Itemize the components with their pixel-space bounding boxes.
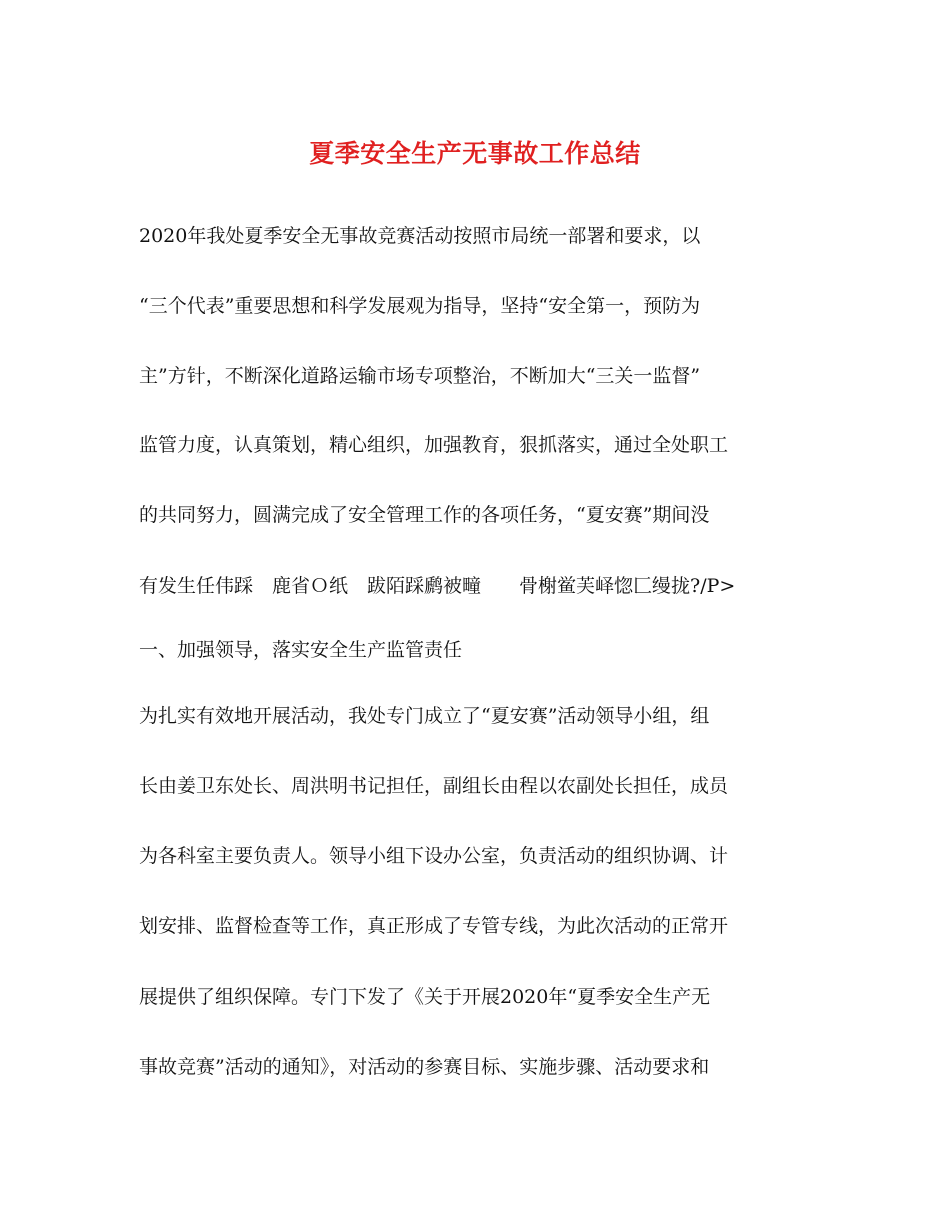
paragraph-line: 事故竞赛”活动的通知》，对活动的参赛目标、实施步骤、活动要求和 [139, 1056, 710, 1078]
garbled-text-line: 有发生任伟踩 鹿省Ｏ纸 跋陌踩䴘被疃 骨榭鲎芙峄惚匚缦拢?/P> [139, 575, 736, 597]
paragraph-line: 为各科室主要负责人。领导小组下设办公室，负责活动的组织协调、计 [139, 845, 729, 867]
paragraph-line: “三个代表”重要思想和科学发展观为指导，坚持“安全第一，预防为 [139, 295, 701, 317]
paragraph-line: 的共同努力，圆满完成了安全管理工作的各项任务，“夏安赛”期间没 [139, 504, 710, 526]
paragraph-line: 展提供了组织保障。专门下发了《关于开展2020年“夏季安全生产无 [139, 986, 711, 1008]
paragraph-line: 主”方针，不断深化道路运输市场专项整治，不断加大“三关一监督” [139, 365, 701, 387]
section-heading: 一、加强领导，落实安全生产监管责任 [139, 639, 463, 661]
paragraph-line: 为扎实有效地开展活动，我处专门成立了“夏安赛”活动领导小组，组 [139, 705, 710, 727]
paragraph-line: 划安排、监督检查等工作，真正形成了专管专线，为此次活动的正常开 [139, 915, 729, 937]
document-title: 夏季安全生产无事故工作总结 [309, 139, 641, 168]
paragraph-line: 2020年我处夏季安全无事故竞赛活动按照市局统一部署和要求，以 [139, 225, 701, 247]
paragraph-line: 长由姜卫东处长、周洪明书记担任，副组长由程以农副处长担任，成员 [139, 775, 729, 797]
paragraph-line: 监管力度，认真策划，精心组织，加强教育，狠抓落实，通过全处职工 [139, 434, 729, 456]
